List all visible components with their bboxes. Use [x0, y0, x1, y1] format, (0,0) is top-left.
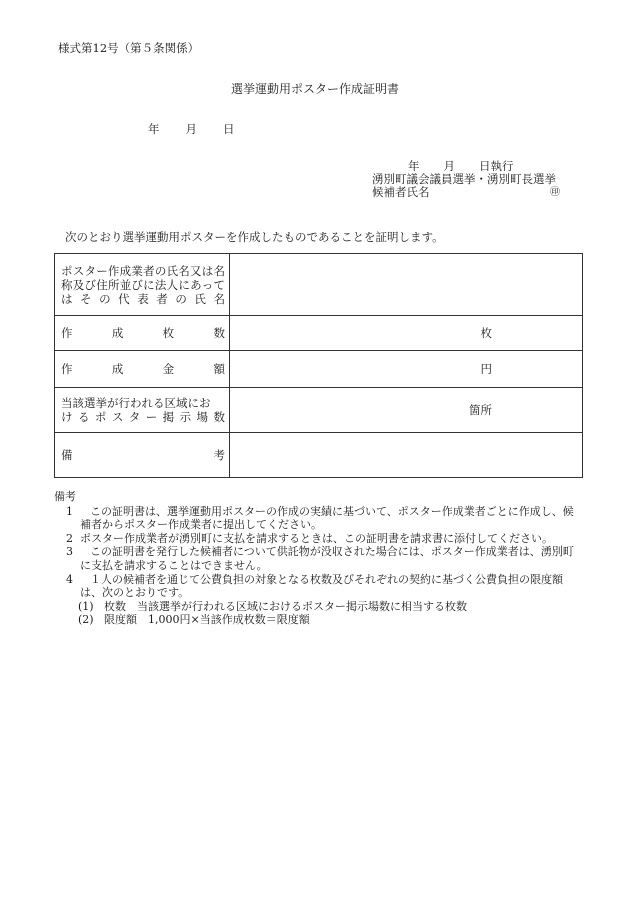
exec-month: 月	[443, 159, 455, 173]
remarks-value	[230, 433, 583, 478]
contractor-label: ポスター作成業者の氏名又は名称及び住所並びに法人にあってはその代表者の氏名	[55, 254, 230, 316]
quantity-label: 作 成 枚 数	[55, 316, 230, 351]
poster-sites-value	[230, 388, 583, 433]
candidate-name-label: 候補者氏名	[372, 185, 430, 199]
contractor-value	[230, 254, 583, 316]
remarks-label: 備 考	[55, 433, 230, 478]
certificate-table	[54, 253, 583, 478]
date-year: 年	[148, 122, 160, 136]
date-month: 月	[185, 122, 197, 136]
poster-sites-unit: 箇所	[469, 403, 492, 417]
amount-value	[230, 351, 583, 388]
amount-label: 作 成 金 額	[55, 351, 230, 388]
table-row	[55, 388, 583, 433]
amount-unit: 円	[480, 362, 492, 376]
table-row	[55, 254, 583, 316]
issue-date	[148, 121, 235, 137]
table-row	[55, 351, 583, 388]
document-title: 選挙運動用ポスター作成証明書	[230, 82, 399, 96]
statement-text: 次のとおり選挙運動用ポスターを作成したものであることを証明します。	[65, 230, 444, 244]
note-item: 2 ポスター作成業者が湧別町に支払を請求するときは、この証明書を請求書に添付してください。	[66, 531, 553, 545]
notes-heading: 備考	[54, 490, 76, 503]
note-item: 3 この証明書を発行した候補者について供託物が没収された場合には、ポスター作成業者は、湧別町に支払を請求することはできません。	[66, 545, 574, 572]
form-number: 様式第12号（第５条関係）	[58, 41, 200, 55]
poster-sites-label: 当該選挙が行われる区域にお けるポスター掲示場数	[55, 388, 230, 433]
seal-mark: ㊞	[550, 187, 560, 198]
date-day: 日	[223, 122, 235, 136]
exec-day: 日執行	[479, 159, 514, 173]
note-sub-item: (1) 枚数 当該選挙が行われる区域におけるポスター掲示場数に相当する枚数	[78, 599, 467, 613]
note-item: 1 この証明書は、選挙運動用ポスターの作成の実績に基づいて、ポスター作成業者ごとに作成し、候補者からポスター作成業者に提出してください。	[66, 504, 574, 532]
note-item: 4 １人の候補者を通じて公費負担の対象となる枚数及びそれぞれの契約に基づく公費負担の限度額は、次のとおりです。	[66, 572, 563, 600]
quantity-value	[230, 316, 583, 351]
election-block	[372, 160, 560, 199]
notes-section	[54, 490, 574, 627]
exec-year: 年	[408, 159, 420, 173]
quantity-unit: 枚	[480, 326, 492, 340]
note-sub-item: (2) 限度額 1,000円×当該作成枚数＝限度額	[78, 613, 310, 627]
election-name: 湧別町議会議員選挙・湧別町長選挙	[372, 172, 556, 186]
table-row	[55, 433, 583, 478]
table-row	[55, 316, 583, 351]
